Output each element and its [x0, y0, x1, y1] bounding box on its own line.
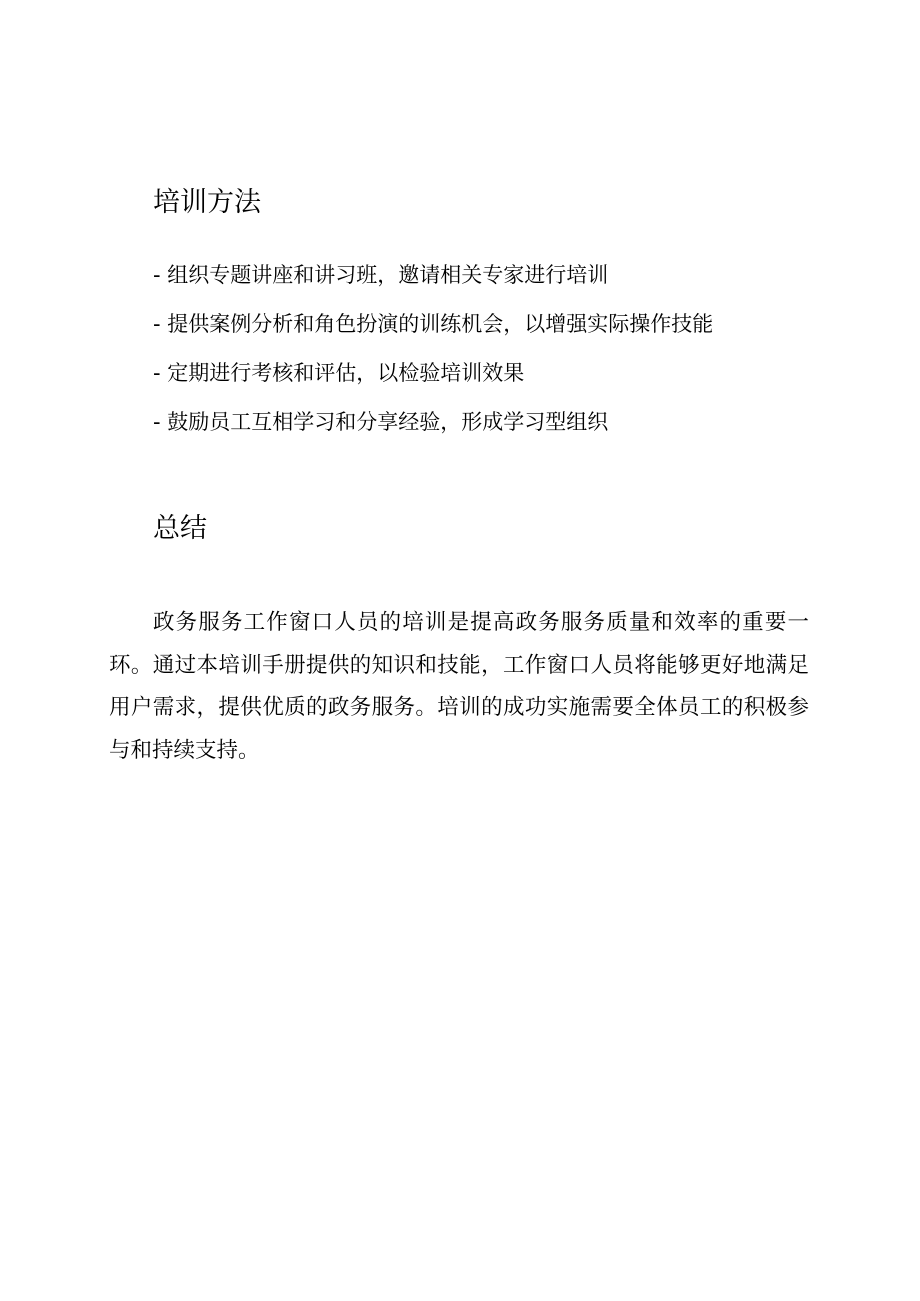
list-item: - 鼓励员工互相学习和分享经验，形成学习型组织: [153, 410, 609, 434]
section-heading-summary: 总结: [153, 513, 207, 544]
list-item: - 组织专题讲座和讲习班，邀请相关专家进行培训: [153, 263, 609, 287]
summary-paragraph: 政务服务工作窗口人员的培训是提高政务服务质量和效率的重要一环。通过本培训手册提供的知识和技能，工作窗口人员将能够更好地满足用户需求，提供优质的政务服务。培训的成功实施需要全体员工的积极参与和持续支持。: [109, 610, 809, 763]
list-item: - 提供案例分析和角色扮演的训练机会，以增强实际操作技能: [153, 312, 714, 336]
section-heading-training-methods: 培训方法: [153, 187, 261, 218]
training-methods-list: [153, 257, 713, 453]
list-item: - 定期进行考核和评估，以检验培训效果: [153, 361, 525, 385]
